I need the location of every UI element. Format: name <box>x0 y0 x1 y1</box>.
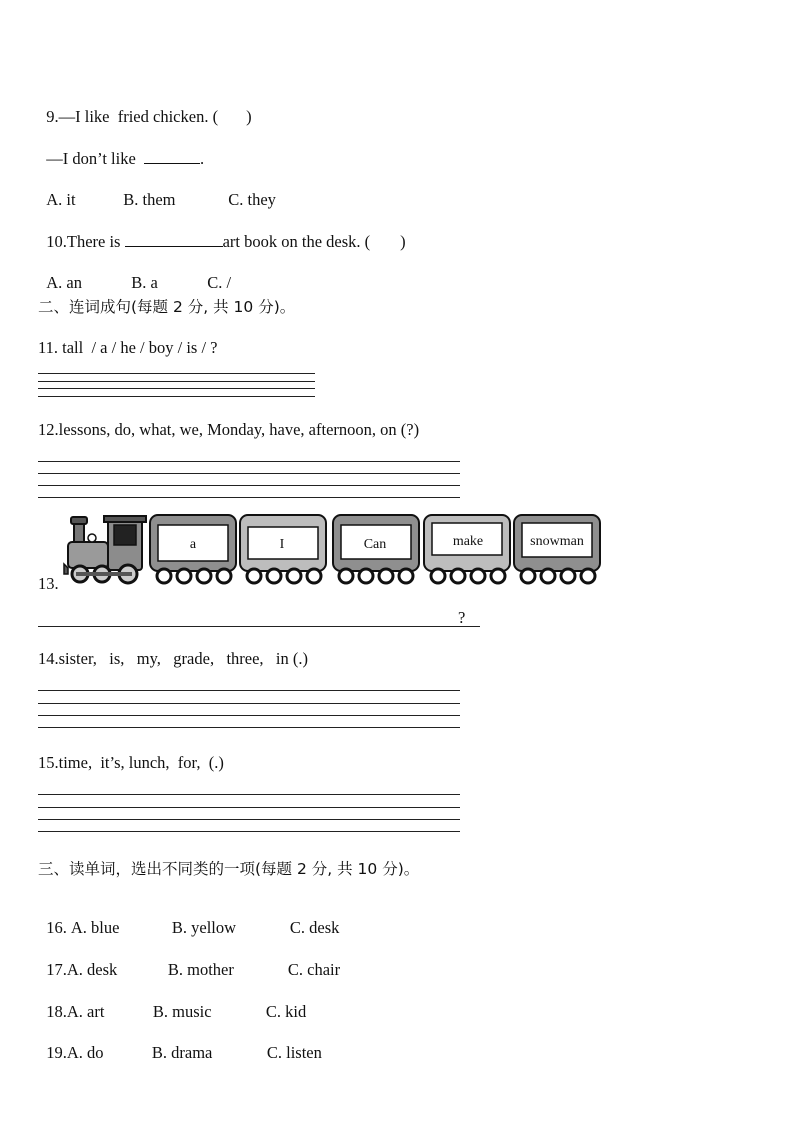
q18-line <box>38 982 306 1022</box>
q15-prompt: 15.time, it’s, lunch, for, (.) <box>38 753 224 772</box>
q10-option-c[interactable]: C. / <box>207 273 232 292</box>
q13-number: 13. <box>38 574 59 593</box>
car-word-4: make <box>452 534 484 549</box>
q17-option-c[interactable]: C. chair <box>287 960 341 979</box>
q18-option-b[interactable]: B. music <box>152 1002 212 1021</box>
q18-option-a[interactable]: A. art <box>66 1002 105 1021</box>
q10-line <box>38 212 406 252</box>
locomotive-icon <box>64 516 146 583</box>
q10-stem-end: art book on the desk. ( <box>222 232 371 251</box>
q10-option-a[interactable]: A. an <box>46 273 82 292</box>
q10-blank[interactable] <box>125 232 223 247</box>
train-car-2 <box>240 515 326 583</box>
q9-blank[interactable] <box>144 149 200 164</box>
q12-prompt: 12.lessons, do, what, we, Monday, have, afternoon, on (?) <box>38 420 420 439</box>
q10-option-b[interactable]: B. a <box>131 273 158 292</box>
train-car-5 <box>514 515 600 583</box>
q16-option-c[interactable]: C. desk <box>289 918 340 937</box>
q17-line <box>38 940 340 980</box>
q16-option-a[interactable]: A. blue <box>70 918 120 937</box>
q10-options <box>38 253 231 293</box>
q16-number: 16. <box>46 918 67 937</box>
q19-option-b[interactable]: B. drama <box>151 1043 213 1062</box>
q9-line1 <box>38 87 252 127</box>
q19-line <box>38 1023 322 1063</box>
q9-stem: 9.—I like fried chicken. ( <box>46 107 219 126</box>
q9-line2 <box>38 129 204 169</box>
q15-answer-lines[interactable] <box>38 794 460 839</box>
q9-option-a[interactable]: A. it <box>46 190 76 209</box>
section3-heading: 三、读单词，选出不同类的一项(每题 2 分, 共 10 分)。 <box>38 860 420 878</box>
q16-line <box>38 898 339 938</box>
q9-options <box>38 170 276 210</box>
q17-option-a[interactable]: A. desk <box>66 960 118 979</box>
car-word-2: I <box>279 537 285 552</box>
q9-close-paren: ) <box>246 107 252 126</box>
q18-option-c[interactable]: C. kid <box>265 1002 307 1021</box>
q14-answer-lines[interactable] <box>38 690 460 735</box>
car-word-5: snowman <box>530 534 584 549</box>
train-car-3 <box>333 515 419 583</box>
q19-number: 19. <box>46 1043 67 1062</box>
train-car-4 <box>424 515 510 583</box>
q14-prompt: 14.sister, is, my, grade, three, in (.) <box>38 649 309 668</box>
q12-answer-lines[interactable] <box>38 461 460 505</box>
q17-number: 17. <box>46 960 67 979</box>
q13-question-mark: ? <box>458 608 466 627</box>
section2-heading: 二、连词成句(每题 2 分, 共 10 分)。 <box>38 298 296 316</box>
q9-line2-end: . <box>200 149 205 168</box>
q19-option-a[interactable]: A. do <box>66 1043 104 1062</box>
q16-option-b[interactable]: B. yellow <box>171 918 237 937</box>
q18-number: 18. <box>46 1002 67 1021</box>
car-word-1: a <box>189 537 197 552</box>
q19-option-c[interactable]: C. listen <box>266 1043 322 1062</box>
q11-prompt: 11. tall / a / he / boy / is / ? <box>38 338 218 357</box>
q11-answer-lines[interactable] <box>38 373 315 403</box>
q10-close-paren: ) <box>400 232 406 251</box>
train-car-1 <box>150 515 236 583</box>
q9-option-b[interactable]: B. them <box>123 190 176 209</box>
train-picture <box>62 512 602 588</box>
q10-stem: 10.There is <box>46 232 125 251</box>
q13-answer-line[interactable] <box>38 626 480 627</box>
q9-line2-text: —I don’t like <box>46 149 145 168</box>
q17-option-b[interactable]: B. mother <box>167 960 234 979</box>
q9-option-c[interactable]: C. they <box>228 190 276 209</box>
car-word-3: Can <box>363 537 387 552</box>
